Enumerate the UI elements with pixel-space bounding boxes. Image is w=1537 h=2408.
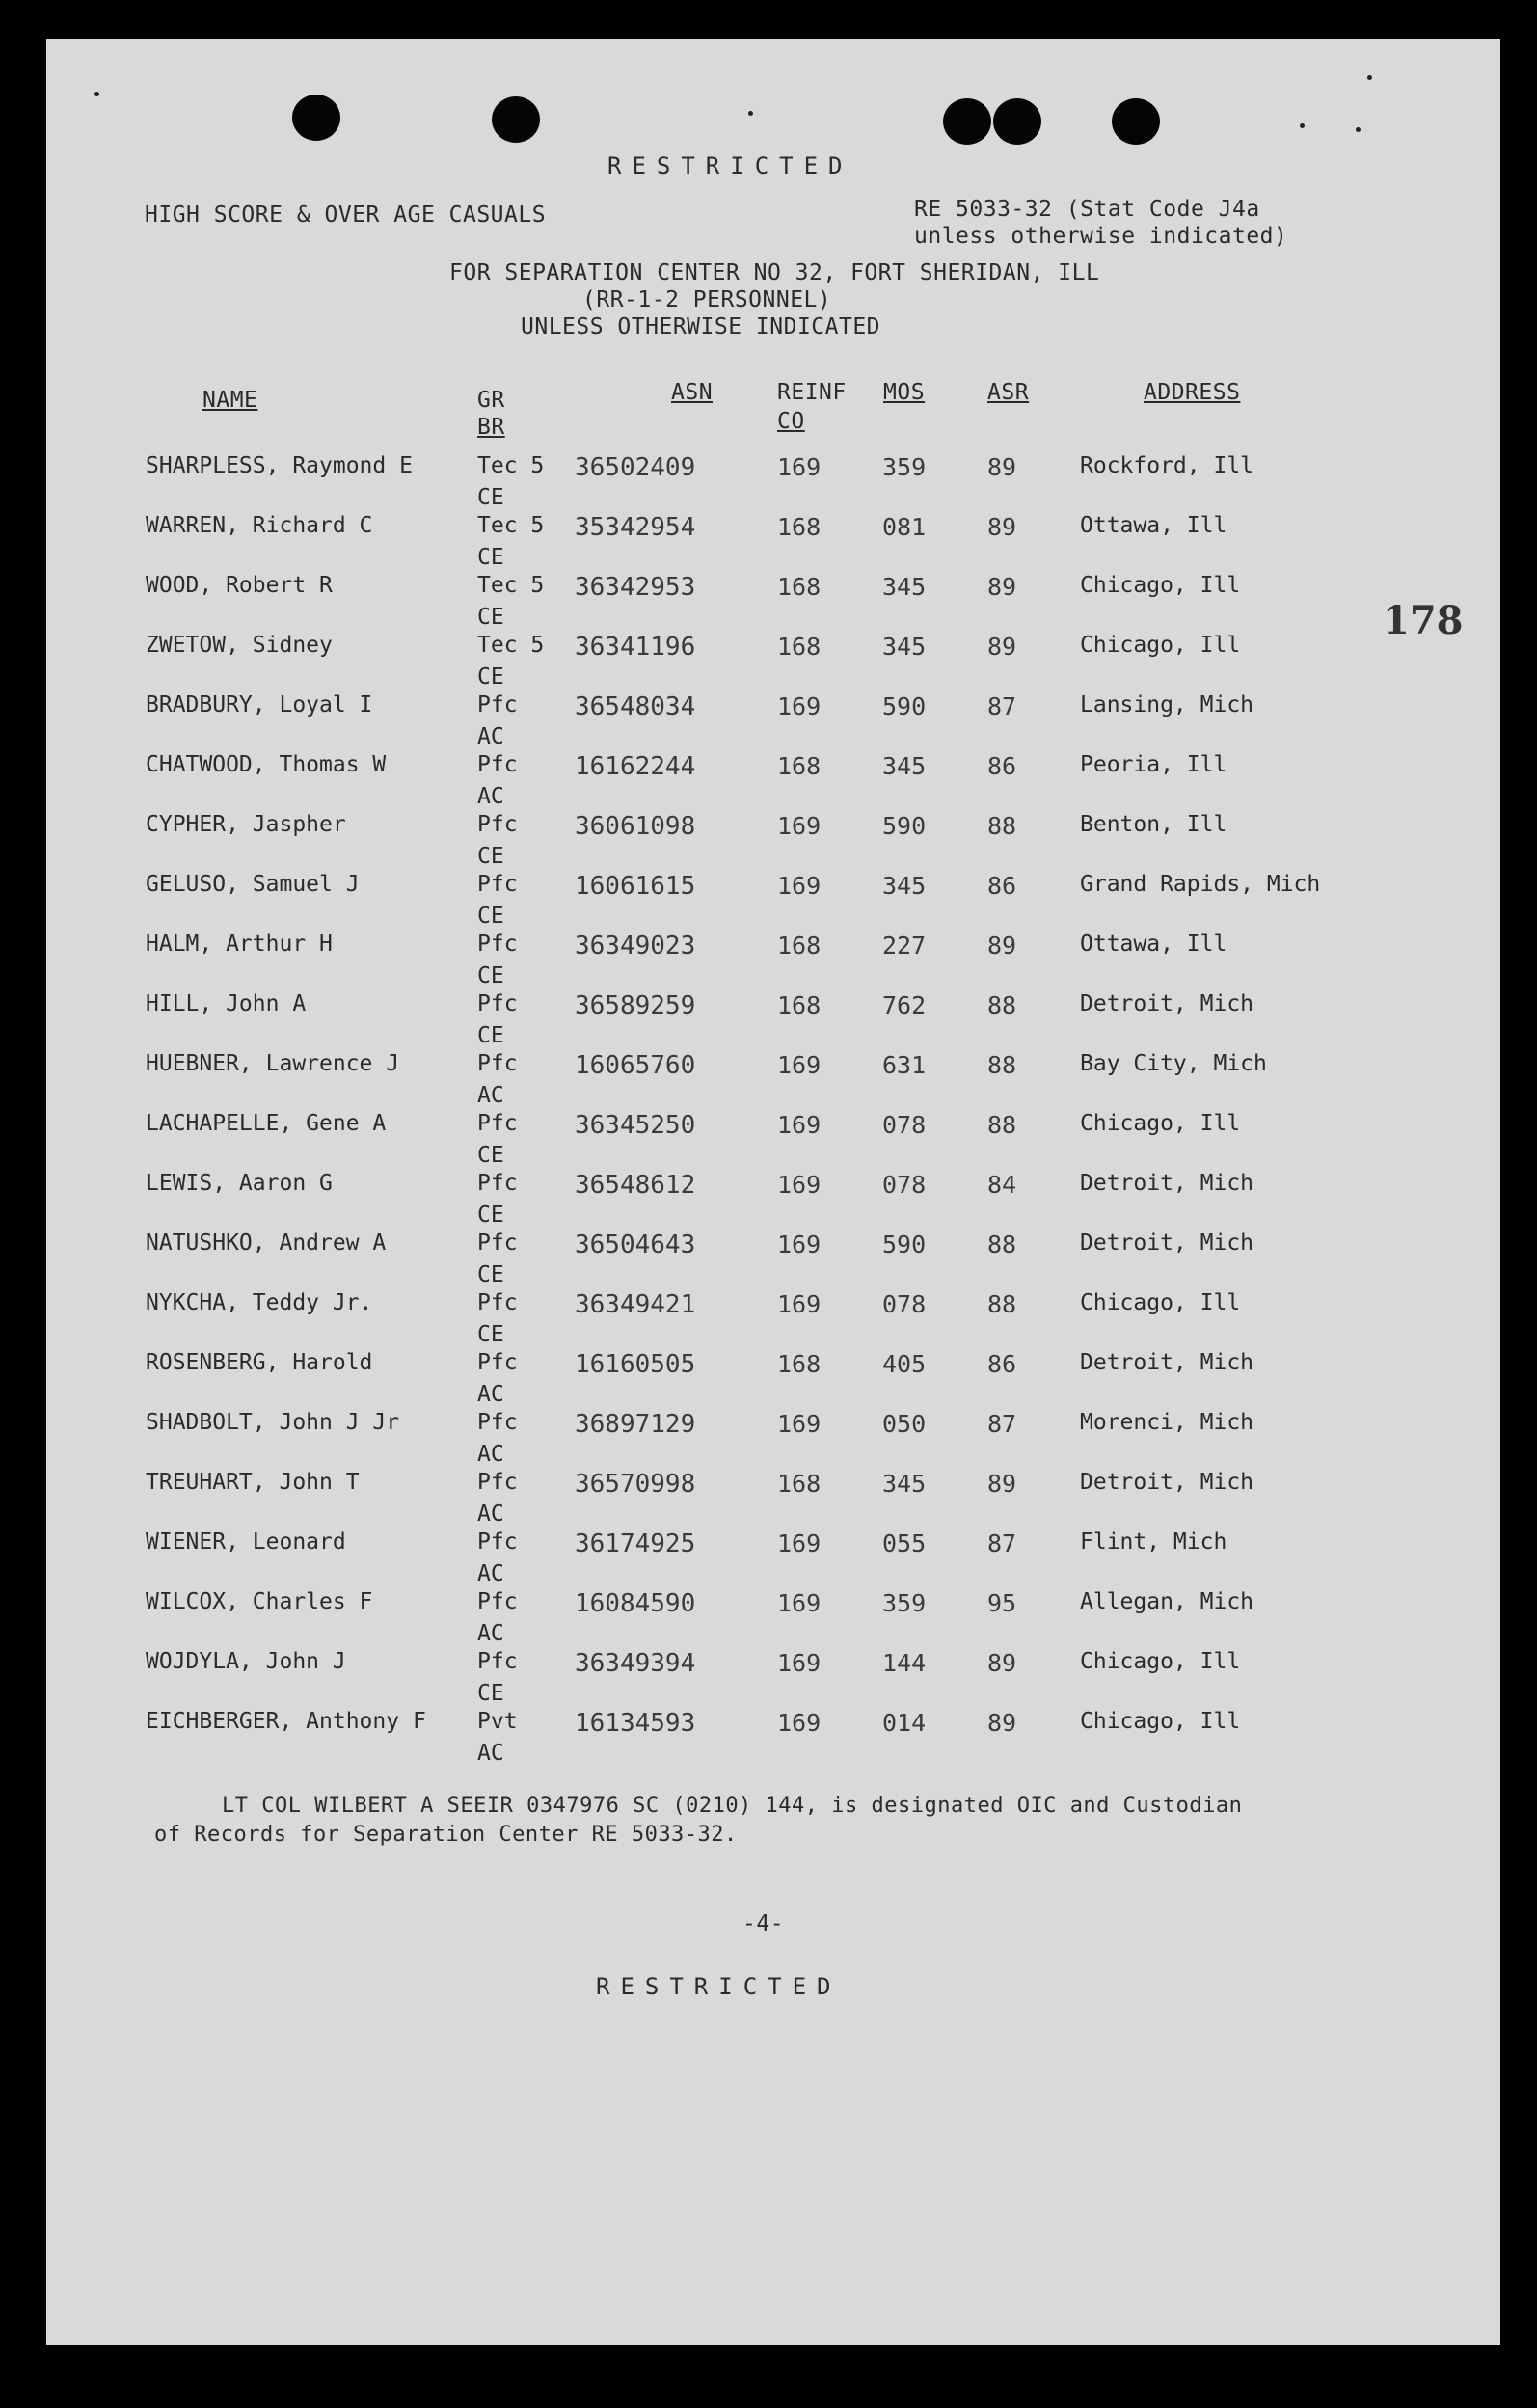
document-title: HIGH SCORE & OVER AGE CASUALS (145, 203, 547, 228)
mos-cell: 050 (882, 1410, 927, 1438)
grade-cell: Pvt (477, 1709, 518, 1734)
branch-cell: CE (477, 1023, 504, 1048)
grade-cell: Pfc (477, 752, 518, 777)
name-cell: NATUSHKO, Andrew A (146, 1231, 387, 1256)
reinf-cell: 168 (777, 1470, 822, 1498)
asn-cell: 16061615 (575, 872, 696, 901)
asr-cell: 88 (987, 812, 1017, 840)
column-header-asn: ASN (671, 380, 714, 405)
branch-cell: AC (477, 1442, 504, 1467)
mos-cell: 345 (882, 573, 927, 601)
grade-cell: Pfc (477, 1171, 518, 1196)
reference-line-2: unless otherwise indicated) (914, 224, 1288, 249)
mos-cell: 055 (882, 1529, 927, 1557)
reinf-cell: 169 (777, 1231, 822, 1258)
asr-cell: 89 (987, 573, 1017, 601)
grade-cell: Pfc (477, 692, 518, 717)
grade-cell: Pfc (477, 1649, 518, 1674)
reinf-cell: 169 (777, 1410, 822, 1438)
asr-cell: 88 (987, 1290, 1017, 1318)
branch-cell: CE (477, 545, 504, 570)
asr-cell: 89 (987, 932, 1017, 960)
grade-cell: Pfc (477, 1231, 518, 1256)
reinf-cell: 168 (777, 932, 822, 960)
grade-cell: Tec 5 (477, 513, 545, 538)
column-header-mos: MOS (883, 380, 926, 405)
grade-cell: Pfc (477, 932, 518, 957)
name-cell: EICHBERGER, Anthony F (146, 1709, 426, 1734)
name-cell: HUEBNER, Lawrence J (146, 1051, 400, 1076)
name-cell: WOOD, Robert R (146, 573, 333, 598)
grade-cell: Pfc (477, 1051, 518, 1076)
asn-cell: 36548034 (575, 692, 696, 721)
column-header-asr: ASR (987, 380, 1030, 405)
table-row (0, 1231, 1444, 1287)
column-header-reinf: REINF (777, 380, 847, 405)
address-cell: Morenci, Mich (1080, 1410, 1254, 1435)
branch-cell: AC (477, 1083, 504, 1108)
mos-cell: 345 (882, 633, 927, 661)
asn-cell: 36570998 (575, 1470, 696, 1499)
branch-cell: AC (477, 724, 504, 749)
grade-cell: Tec 5 (477, 453, 545, 478)
roster-table (0, 39, 1444, 1766)
asn-cell: 36349394 (575, 1649, 696, 1678)
address-cell: Allegan, Mich (1080, 1589, 1254, 1614)
asn-cell: 36174925 (575, 1529, 696, 1558)
branch-cell: AC (477, 1382, 504, 1407)
table-row (0, 932, 1444, 988)
name-cell: SHARPLESS, Raymond E (146, 453, 413, 478)
reinf-cell: 168 (777, 633, 822, 661)
grade-cell: Pfc (477, 1529, 518, 1555)
mos-cell: 590 (882, 1231, 927, 1258)
asn-cell: 35342954 (575, 513, 696, 542)
mos-cell: 590 (882, 692, 927, 720)
address-cell: Chicago, Ill (1080, 1709, 1241, 1734)
table-row (0, 453, 1444, 510)
table-row (0, 1649, 1444, 1706)
reinf-cell: 168 (777, 1350, 822, 1378)
reinf-cell: 169 (777, 692, 822, 720)
asr-cell: 86 (987, 872, 1017, 900)
address-cell: Rockford, Ill (1080, 453, 1254, 478)
document-page (46, 39, 1500, 2345)
mos-cell: 078 (882, 1290, 927, 1318)
table-row (0, 812, 1444, 869)
asn-cell: 36897129 (575, 1410, 696, 1439)
asn-cell: 16065760 (575, 1051, 696, 1080)
name-cell: ZWETOW, Sidney (146, 633, 333, 658)
name-cell: HALM, Arthur H (146, 932, 333, 957)
asr-cell: 95 (987, 1589, 1017, 1617)
asr-cell: 89 (987, 1709, 1017, 1737)
address-cell: Ottawa, Ill (1080, 513, 1227, 538)
asr-cell: 89 (987, 1649, 1017, 1677)
asn-cell: 16134593 (575, 1709, 696, 1738)
name-cell: TREUHART, John T (146, 1470, 360, 1495)
branch-cell: CE (477, 844, 504, 869)
column-header-co: CO (777, 409, 805, 434)
branch-cell: CE (477, 1681, 504, 1706)
asn-cell: 36349023 (575, 932, 696, 960)
table-row (0, 1290, 1444, 1347)
mos-cell: 014 (882, 1709, 927, 1737)
grade-cell: Tec 5 (477, 573, 545, 598)
header-line-1: FOR SEPARATION CENTER NO 32, FORT SHERIDAN, ILL (449, 260, 1100, 285)
name-cell: NYKCHA, Teddy Jr. (146, 1290, 373, 1315)
column-header-br: BR (477, 415, 505, 440)
address-cell: Benton, Ill (1080, 812, 1227, 837)
asr-cell: 88 (987, 991, 1017, 1019)
grade-cell: Pfc (477, 1290, 518, 1315)
branch-cell: CE (477, 605, 504, 630)
grade-cell: Pfc (477, 812, 518, 837)
branch-cell: AC (477, 1741, 504, 1766)
asr-cell: 88 (987, 1111, 1017, 1139)
table-row (0, 1051, 1444, 1108)
header-line-3: UNLESS OTHERWISE INDICATED (521, 314, 881, 339)
reinf-cell: 169 (777, 812, 822, 840)
asr-cell: 89 (987, 513, 1017, 541)
asn-cell: 36061098 (575, 812, 696, 841)
reinf-cell: 169 (777, 1649, 822, 1677)
table-row (0, 1709, 1444, 1766)
branch-cell: CE (477, 904, 504, 929)
address-cell: Chicago, Ill (1080, 1290, 1241, 1315)
name-cell: BRADBURY, Loyal I (146, 692, 373, 717)
table-row (0, 1350, 1444, 1407)
mos-cell: 590 (882, 812, 927, 840)
address-cell: Chicago, Ill (1080, 1111, 1241, 1136)
grade-cell: Pfc (477, 991, 518, 1016)
branch-cell: CE (477, 1143, 504, 1168)
name-cell: WILCOX, Charles F (146, 1589, 373, 1614)
asr-cell: 87 (987, 1529, 1017, 1557)
asn-cell: 36341196 (575, 633, 696, 662)
asr-cell: 88 (987, 1051, 1017, 1079)
asn-cell: 16160505 (575, 1350, 696, 1379)
column-header-address: ADDRESS (1144, 380, 1241, 405)
table-row (0, 633, 1444, 690)
name-cell: WIENER, Leonard (146, 1529, 346, 1555)
address-cell: Detroit, Mich (1080, 991, 1254, 1016)
mos-cell: 345 (882, 752, 927, 780)
asr-cell: 84 (987, 1171, 1017, 1199)
reinf-cell: 169 (777, 1589, 822, 1617)
address-cell: Detroit, Mich (1080, 1350, 1254, 1375)
address-cell: Detroit, Mich (1080, 1470, 1254, 1495)
asr-cell: 89 (987, 633, 1017, 661)
reinf-cell: 168 (777, 991, 822, 1019)
grade-cell: Pfc (477, 872, 518, 897)
mos-cell: 081 (882, 513, 927, 541)
handwritten-page-number: 178 (1383, 598, 1464, 643)
page-number: -4- (742, 1911, 785, 1936)
mos-cell: 345 (882, 1470, 927, 1498)
address-cell: Chicago, Ill (1080, 633, 1241, 658)
table-row (0, 752, 1444, 809)
mos-cell: 405 (882, 1350, 927, 1378)
grade-cell: Pfc (477, 1111, 518, 1136)
asr-cell: 89 (987, 453, 1017, 481)
name-cell: LACHAPELLE, Gene A (146, 1111, 387, 1136)
asn-cell: 36502409 (575, 453, 696, 482)
address-cell: Lansing, Mich (1080, 692, 1254, 717)
name-cell: SHADBOLT, John J Jr (146, 1410, 400, 1435)
asn-cell: 36504643 (575, 1231, 696, 1259)
grade-cell: Pfc (477, 1350, 518, 1375)
column-header-gr: GR (477, 388, 505, 413)
reinf-cell: 168 (777, 573, 822, 601)
asn-cell: 36342953 (575, 573, 696, 602)
branch-cell: CE (477, 1322, 504, 1347)
address-cell: Bay City, Mich (1080, 1051, 1267, 1076)
name-cell: CHATWOOD, Thomas W (146, 752, 387, 777)
designation-note-line-2: of Records for Separation Center RE 5033-32. (154, 1823, 738, 1847)
branch-cell: AC (477, 1561, 504, 1586)
mos-cell: 078 (882, 1171, 927, 1199)
branch-cell: CE (477, 1262, 504, 1287)
header-line-2: (RR-1-2 PERSONNEL) (582, 287, 832, 312)
mos-cell: 631 (882, 1051, 927, 1079)
mos-cell: 227 (882, 932, 927, 960)
name-cell: ROSENBERG, Harold (146, 1350, 373, 1375)
address-cell: Grand Rapids, Mich (1080, 872, 1321, 897)
column-header-name: NAME (202, 388, 258, 413)
reinf-cell: 169 (777, 1171, 822, 1199)
asn-cell: 36548612 (575, 1171, 696, 1200)
table-row (0, 991, 1444, 1048)
address-cell: Flint, Mich (1080, 1529, 1227, 1555)
grade-cell: Pfc (477, 1410, 518, 1435)
asn-cell: 36589259 (575, 991, 696, 1020)
name-cell: WARREN, Richard C (146, 513, 373, 538)
table-row (0, 692, 1444, 749)
name-cell: CYPHER, Jaspher (146, 812, 346, 837)
asr-cell: 87 (987, 1410, 1017, 1438)
reinf-cell: 168 (777, 752, 822, 780)
reinf-cell: 169 (777, 1290, 822, 1318)
table-row (0, 1171, 1444, 1228)
table-row (0, 513, 1444, 570)
name-cell: WOJDYLA, John J (146, 1649, 346, 1674)
branch-cell: CE (477, 664, 504, 690)
reinf-cell: 169 (777, 453, 822, 481)
branch-cell: AC (477, 1502, 504, 1527)
address-cell: Chicago, Ill (1080, 573, 1241, 598)
reinf-cell: 169 (777, 1529, 822, 1557)
branch-cell: CE (477, 963, 504, 988)
address-cell: Ottawa, Ill (1080, 932, 1227, 957)
branch-cell: CE (477, 485, 504, 510)
reference-line-1: RE 5033-32 (Stat Code J4a (914, 197, 1260, 222)
grade-cell: Tec 5 (477, 633, 545, 658)
designation-note-line-1: LT COL WILBERT A SEEIR 0347976 SC (0210) 144, is designated OIC and Custodian (222, 1794, 1243, 1818)
reinf-cell: 169 (777, 1051, 822, 1079)
mos-cell: 762 (882, 991, 927, 1019)
address-cell: Detroit, Mich (1080, 1231, 1254, 1256)
table-row (0, 1410, 1444, 1467)
table-row (0, 872, 1444, 929)
address-cell: Chicago, Ill (1080, 1649, 1241, 1674)
mos-cell: 144 (882, 1649, 927, 1677)
mos-cell: 359 (882, 1589, 927, 1617)
asr-cell: 87 (987, 692, 1017, 720)
mos-cell: 078 (882, 1111, 927, 1139)
table-row (0, 1470, 1444, 1527)
asr-cell: 88 (987, 1231, 1017, 1258)
table-row (0, 1589, 1444, 1646)
asn-cell: 36345250 (575, 1111, 696, 1140)
branch-cell: CE (477, 1203, 504, 1228)
reinf-cell: 168 (777, 513, 822, 541)
reinf-cell: 169 (777, 1111, 822, 1139)
table-row (0, 1529, 1444, 1586)
asn-cell: 36349421 (575, 1290, 696, 1319)
name-cell: LEWIS, Aaron G (146, 1171, 333, 1196)
classification-top: RESTRICTED (607, 152, 853, 179)
branch-cell: AC (477, 784, 504, 809)
asn-cell: 16162244 (575, 752, 696, 781)
table-row (0, 1111, 1444, 1168)
name-cell: GELUSO, Samuel J (146, 872, 360, 897)
name-cell: HILL, John A (146, 991, 307, 1016)
grade-cell: Pfc (477, 1470, 518, 1495)
asr-cell: 89 (987, 1470, 1017, 1498)
branch-cell: AC (477, 1621, 504, 1646)
grade-cell: Pfc (477, 1589, 518, 1614)
reinf-cell: 169 (777, 1709, 822, 1737)
address-cell: Detroit, Mich (1080, 1171, 1254, 1196)
reinf-cell: 169 (777, 872, 822, 900)
mos-cell: 359 (882, 453, 927, 481)
address-cell: Peoria, Ill (1080, 752, 1227, 777)
asn-cell: 16084590 (575, 1589, 696, 1618)
asr-cell: 86 (987, 752, 1017, 780)
mos-cell: 345 (882, 872, 927, 900)
asr-cell: 86 (987, 1350, 1017, 1378)
classification-bottom: RESTRICTED (596, 1973, 842, 2000)
